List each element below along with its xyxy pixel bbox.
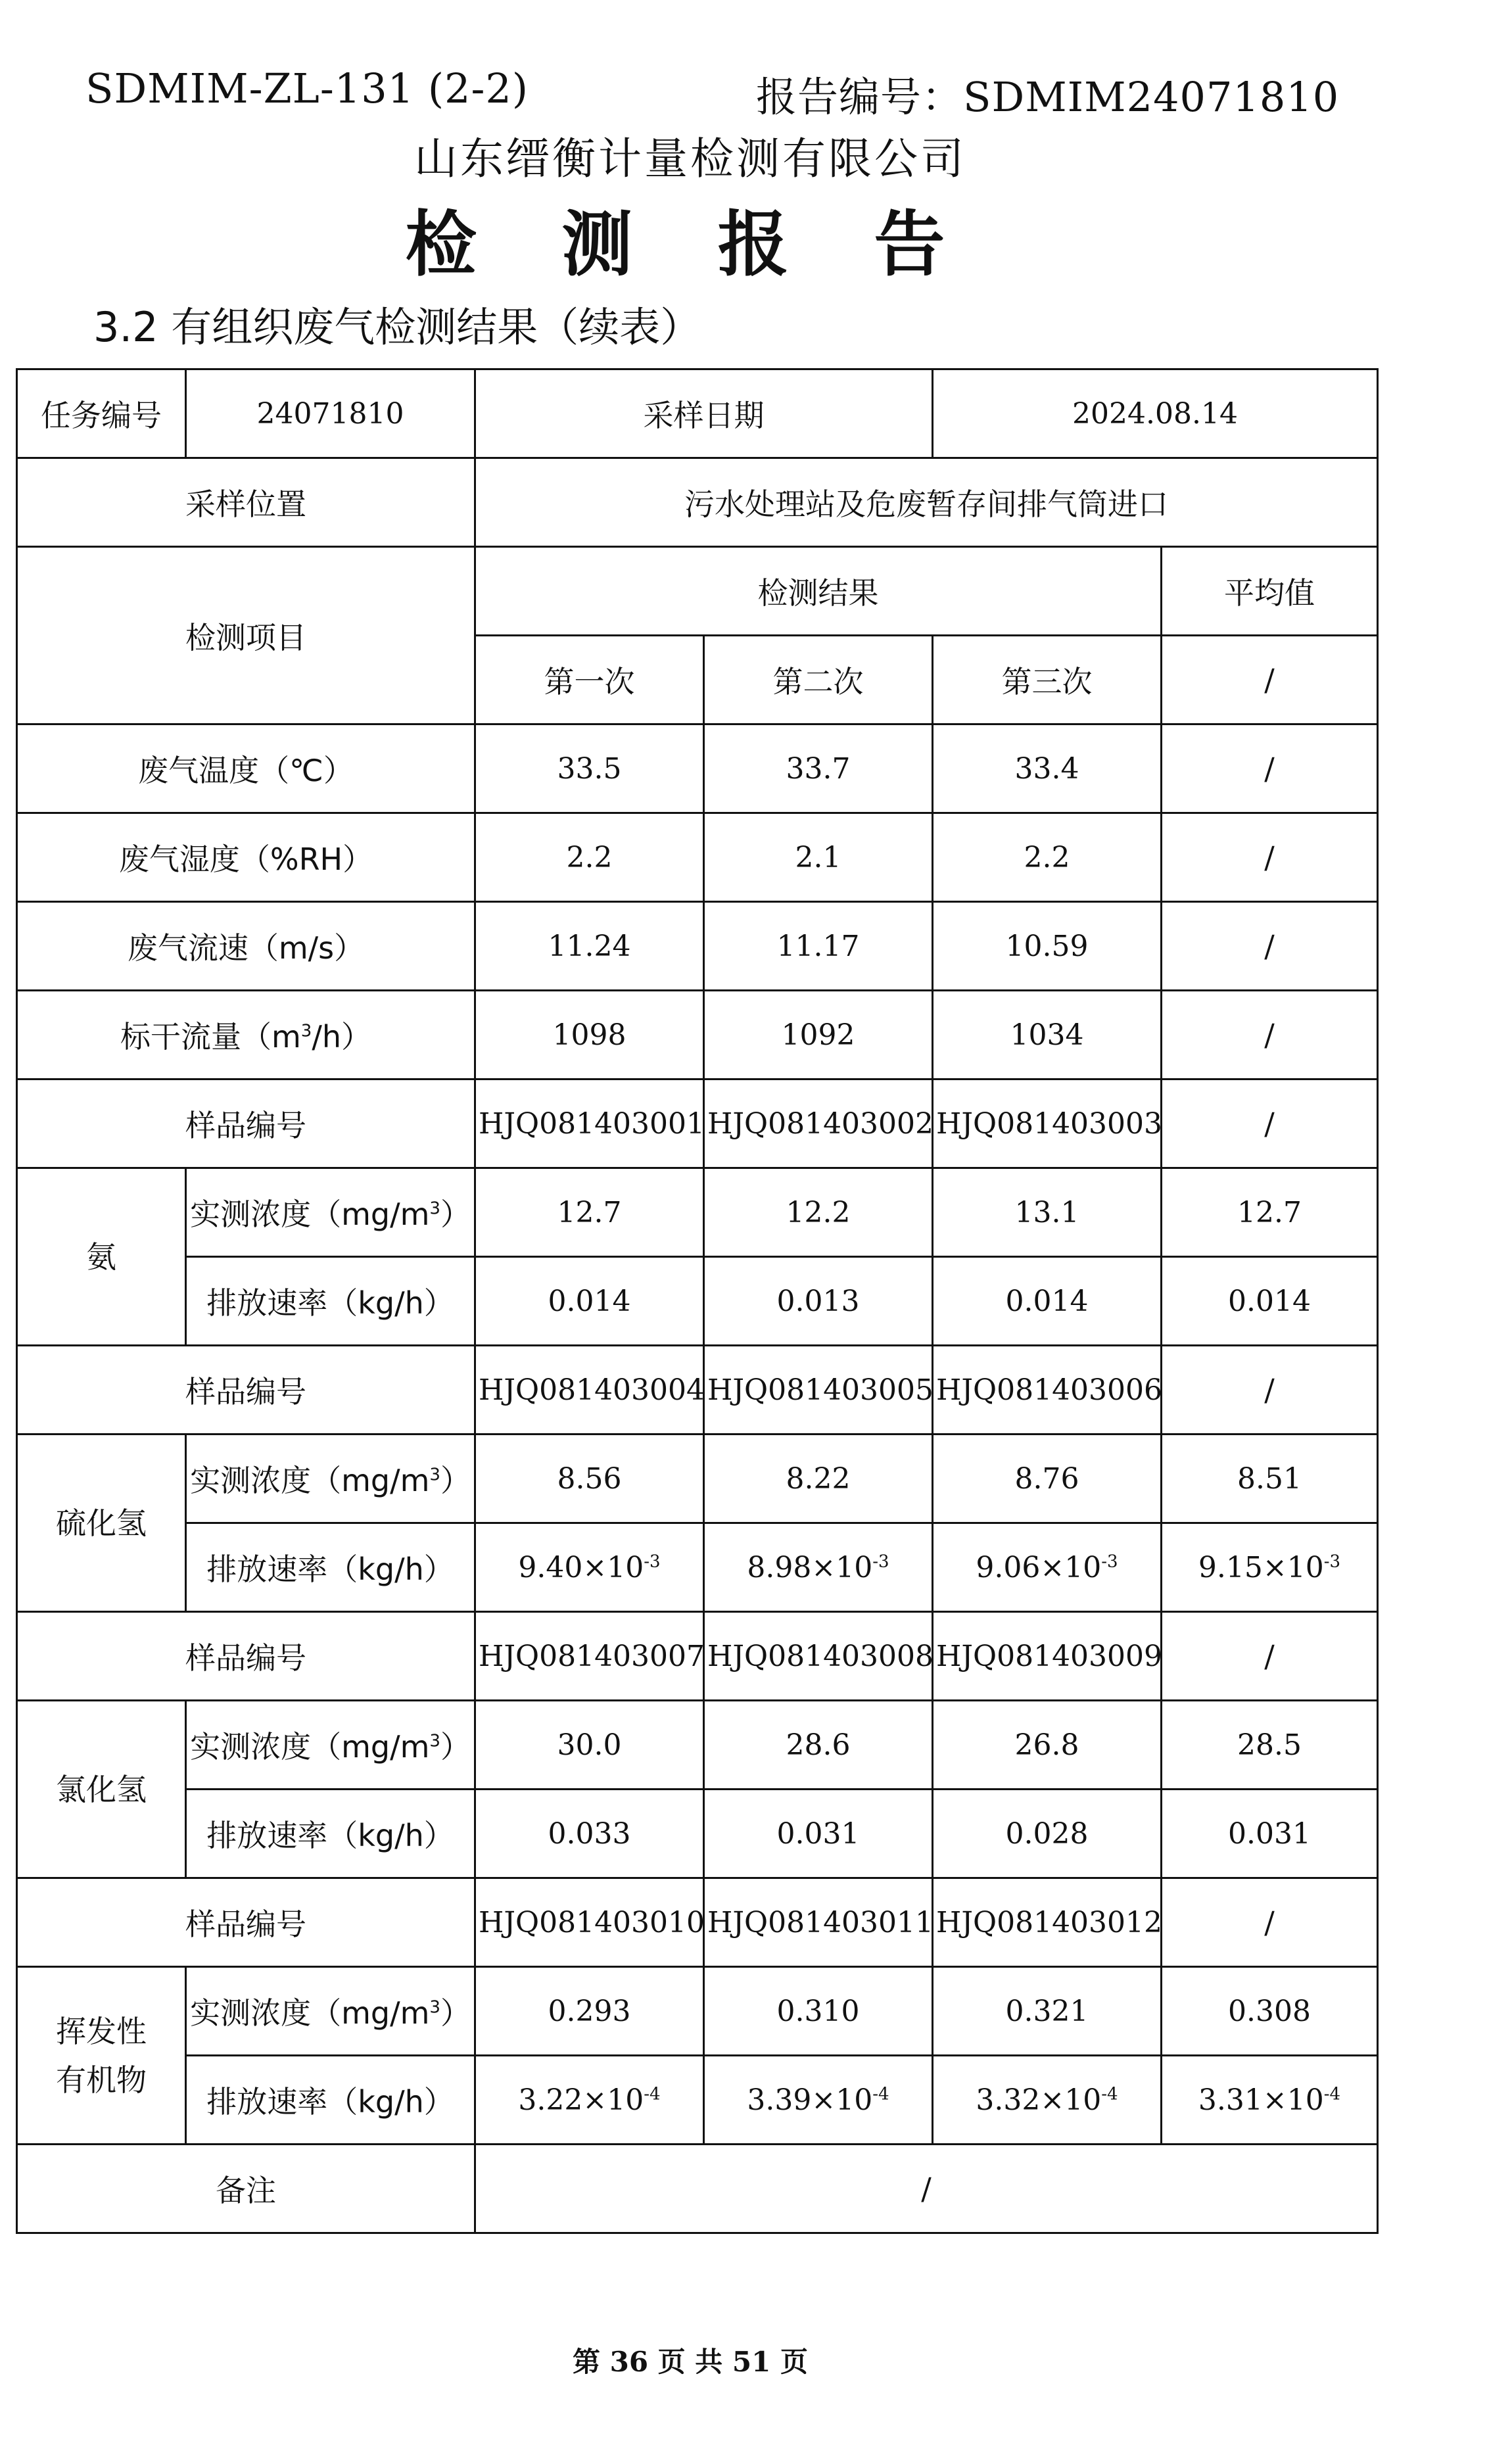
sample-no-label: 样品编号 [17, 1079, 475, 1168]
mantissa: 3.31 [1198, 2083, 1263, 2117]
sample-id: HJQ081403007 [475, 1612, 704, 1701]
location-value: 污水处理站及危废暂存间排气筒进口 [475, 458, 1378, 547]
sample-id: HJQ081403004 [475, 1346, 704, 1435]
average-value: 0.031 [1162, 1790, 1378, 1878]
superscript: 3 [429, 1198, 440, 1219]
times-ten: ×10 [582, 1550, 644, 1584]
average-value: 28.5 [1162, 1701, 1378, 1790]
average-value: 0.308 [1162, 1967, 1378, 2056]
results-label: 检测结果 [475, 547, 1162, 636]
remarks-row [17, 2145, 1378, 2233]
remarks-label: 备注 [17, 2145, 475, 2233]
superscript: 3 [300, 1021, 312, 1041]
run2-value [704, 1523, 933, 1612]
sample-row-voc [17, 1878, 1378, 1967]
form-code: SDMIM-ZL-131 (2-2) [85, 64, 529, 112]
superscript: 3 [429, 1731, 440, 1751]
run3-value: 33.4 [933, 724, 1162, 813]
mantissa: 9.15 [1198, 1550, 1263, 1584]
conc-label [186, 1701, 475, 1790]
pollutant-name-line2: 有机物 [56, 2062, 147, 2098]
exponent: -3 [1101, 1551, 1118, 1571]
param-row-flow [17, 991, 1378, 1079]
results-table [16, 368, 1379, 2234]
run2-value: 28.6 [704, 1701, 933, 1790]
run2-value: 12.2 [704, 1168, 933, 1257]
conc-row-h2s [17, 1435, 1378, 1523]
rate-row-h2s [17, 1523, 1378, 1612]
mantissa: 3.22 [518, 2083, 583, 2117]
sample-no-label: 样品编号 [17, 1878, 475, 1967]
average-value: / [1162, 991, 1378, 1079]
sample-id: HJQ081403005 [704, 1346, 933, 1435]
sample-average: / [1162, 1612, 1378, 1701]
param-row-velocity [17, 902, 1378, 991]
rate-label: 排放速率（kg/h） [186, 2056, 475, 2145]
superscript: 3 [429, 1997, 440, 2018]
conc-label [186, 1168, 475, 1257]
run1-value: 33.5 [475, 724, 704, 813]
run3-value [933, 1523, 1162, 1612]
average-value: 12.7 [1162, 1168, 1378, 1257]
conc-row-ammonia [17, 1168, 1378, 1257]
run1-value: 30.0 [475, 1701, 704, 1790]
run3-value: 10.59 [933, 902, 1162, 991]
sample-no-label: 样品编号 [17, 1346, 475, 1435]
conc-label-text: 实测浓度（mg/m [190, 1197, 430, 1232]
document-title: 检 测 报 告 [405, 204, 976, 286]
param-label-unit: /h） [312, 1019, 371, 1055]
conc-row-hcl [17, 1701, 1378, 1790]
run3-value: 0.014 [933, 1257, 1162, 1346]
exponent: -4 [644, 2083, 661, 2104]
param-row-humidity [17, 813, 1378, 902]
run3-value: 13.1 [933, 1168, 1162, 1257]
times-ten: ×10 [811, 1550, 873, 1584]
run1-value: 12.7 [475, 1168, 704, 1257]
exponent: -4 [1323, 2083, 1341, 2104]
mantissa: 3.32 [976, 2083, 1041, 2117]
run1-value: 0.293 [475, 1967, 704, 2056]
average-value [1162, 1523, 1378, 1612]
run1-value: 1098 [475, 991, 704, 1079]
run3-label: 第三次 [933, 636, 1162, 724]
sample-id: HJQ081403010 [475, 1878, 704, 1967]
sample-average: / [1162, 1079, 1378, 1168]
rate-label: 排放速率（kg/h） [186, 1523, 475, 1612]
exponent: -3 [644, 1551, 661, 1571]
run2-value: 11.17 [704, 902, 933, 991]
mantissa: 8.98 [747, 1550, 812, 1584]
task-value: 24071810 [186, 369, 475, 458]
column-header-row [17, 547, 1378, 636]
run3-value: 1034 [933, 991, 1162, 1079]
times-ten: ×10 [582, 2083, 644, 2117]
conc-label-close: ） [440, 1197, 471, 1232]
conc-label-text: 实测浓度（mg/m [190, 1463, 430, 1498]
sample-id: HJQ081403012 [933, 1878, 1162, 1967]
param-label: 废气流速（m/s） [17, 902, 475, 991]
exponent: -3 [872, 1551, 889, 1571]
run2-value [704, 2056, 933, 2145]
run2-value: 8.22 [704, 1435, 933, 1523]
pollutant-name: 氯化氢 [17, 1701, 186, 1878]
conc-label-close: ） [440, 1995, 471, 2031]
mantissa: 9.40 [518, 1550, 583, 1584]
sample-id: HJQ081403011 [704, 1878, 933, 1967]
times-ten: ×10 [1040, 1550, 1102, 1584]
run1-value: 8.56 [475, 1435, 704, 1523]
sample-no-label: 样品编号 [17, 1612, 475, 1701]
exponent: -4 [1101, 2083, 1118, 2104]
sample-id: HJQ081403009 [933, 1612, 1162, 1701]
task-label: 任务编号 [17, 369, 186, 458]
run3-value [933, 2056, 1162, 2145]
conc-label [186, 1435, 475, 1523]
sample-row-ammonia [17, 1079, 1378, 1168]
average-value [1162, 2056, 1378, 2145]
sample-id: HJQ081403002 [704, 1079, 933, 1168]
sample-id: HJQ081403008 [704, 1612, 933, 1701]
section-title: 3.2 有组织废气检测结果（续表） [93, 303, 701, 351]
param-label [17, 991, 475, 1079]
conc-label [186, 1967, 475, 2056]
run2-value: 0.013 [704, 1257, 933, 1346]
conc-label-text: 实测浓度（mg/m [190, 1995, 430, 2031]
conc-label-close: ） [440, 1729, 471, 1765]
rate-row-voc [17, 2056, 1378, 2145]
conc-label-close: ） [440, 1463, 471, 1498]
run1-value: 0.033 [475, 1790, 704, 1878]
date-label: 采样日期 [475, 369, 933, 458]
times-ten: ×10 [1040, 2083, 1102, 2117]
run2-label: 第二次 [704, 636, 933, 724]
report-number-label: 报告编号： [756, 73, 964, 121]
run3-value: 2.2 [933, 813, 1162, 902]
pollutant-name-line1: 挥发性 [56, 2013, 147, 2049]
date-value: 2024.08.14 [933, 369, 1378, 458]
location-row [17, 458, 1378, 547]
sample-id: HJQ081403006 [933, 1346, 1162, 1435]
sample-average: / [1162, 1346, 1378, 1435]
info-row [17, 369, 1378, 458]
average-sub-label: / [1162, 636, 1378, 724]
run1-label: 第一次 [475, 636, 704, 724]
location-label: 采样位置 [17, 458, 475, 547]
sample-row-h2s [17, 1346, 1378, 1435]
page-footer: 第 36 页 共 51 页 [572, 2346, 808, 2378]
pollutant-name: 硫化氢 [17, 1435, 186, 1612]
report-number [756, 64, 1339, 123]
param-label: 废气湿度（%RH） [17, 813, 475, 902]
times-ten: ×10 [811, 2083, 873, 2117]
run2-value: 0.310 [704, 1967, 933, 2056]
run3-value: 0.028 [933, 1790, 1162, 1878]
superscript: 3 [429, 1465, 440, 1485]
sample-id: HJQ081403001 [475, 1079, 704, 1168]
exponent: -4 [872, 2083, 889, 2104]
remarks-value: / [475, 2145, 1378, 2233]
rate-row-ammonia [17, 1257, 1378, 1346]
average-value: / [1162, 813, 1378, 902]
run1-value: 11.24 [475, 902, 704, 991]
sample-id: HJQ081403003 [933, 1079, 1162, 1168]
sample-row-hcl [17, 1612, 1378, 1701]
times-ten: ×10 [1262, 1550, 1324, 1584]
average-value: / [1162, 724, 1378, 813]
item-label: 检测项目 [17, 547, 475, 724]
rate-row-hcl [17, 1790, 1378, 1878]
times-ten: ×10 [1262, 2083, 1324, 2117]
pollutant-name: 氨 [17, 1168, 186, 1346]
average-value: 8.51 [1162, 1435, 1378, 1523]
run3-value: 8.76 [933, 1435, 1162, 1523]
mantissa: 3.39 [747, 2083, 812, 2117]
conc-row-voc [17, 1967, 1378, 2056]
param-row-temperature [17, 724, 1378, 813]
pollutant-name [17, 1967, 186, 2145]
report-number-value: SDMIM24071810 [963, 73, 1340, 121]
average-label: 平均值 [1162, 547, 1378, 636]
run1-value [475, 2056, 704, 2145]
run2-value: 2.1 [704, 813, 933, 902]
run2-value: 33.7 [704, 724, 933, 813]
mantissa: 9.06 [976, 1550, 1041, 1584]
average-value: / [1162, 902, 1378, 991]
run1-value: 2.2 [475, 813, 704, 902]
param-label: 废气温度（℃） [17, 724, 475, 813]
company-name: 山东缙衡计量检测有限公司 [414, 133, 966, 184]
run3-value: 26.8 [933, 1701, 1162, 1790]
run1-value [475, 1523, 704, 1612]
rate-label: 排放速率（kg/h） [186, 1790, 475, 1878]
run3-value: 0.321 [933, 1967, 1162, 2056]
conc-label-text: 实测浓度（mg/m [190, 1729, 430, 1765]
run2-value: 0.031 [704, 1790, 933, 1878]
run1-value: 0.014 [475, 1257, 704, 1346]
param-label-text: 标干流量（m [120, 1019, 301, 1055]
sample-average: / [1162, 1878, 1378, 1967]
exponent: -3 [1323, 1551, 1341, 1571]
run2-value: 1092 [704, 991, 933, 1079]
average-value: 0.014 [1162, 1257, 1378, 1346]
rate-label: 排放速率（kg/h） [186, 1257, 475, 1346]
